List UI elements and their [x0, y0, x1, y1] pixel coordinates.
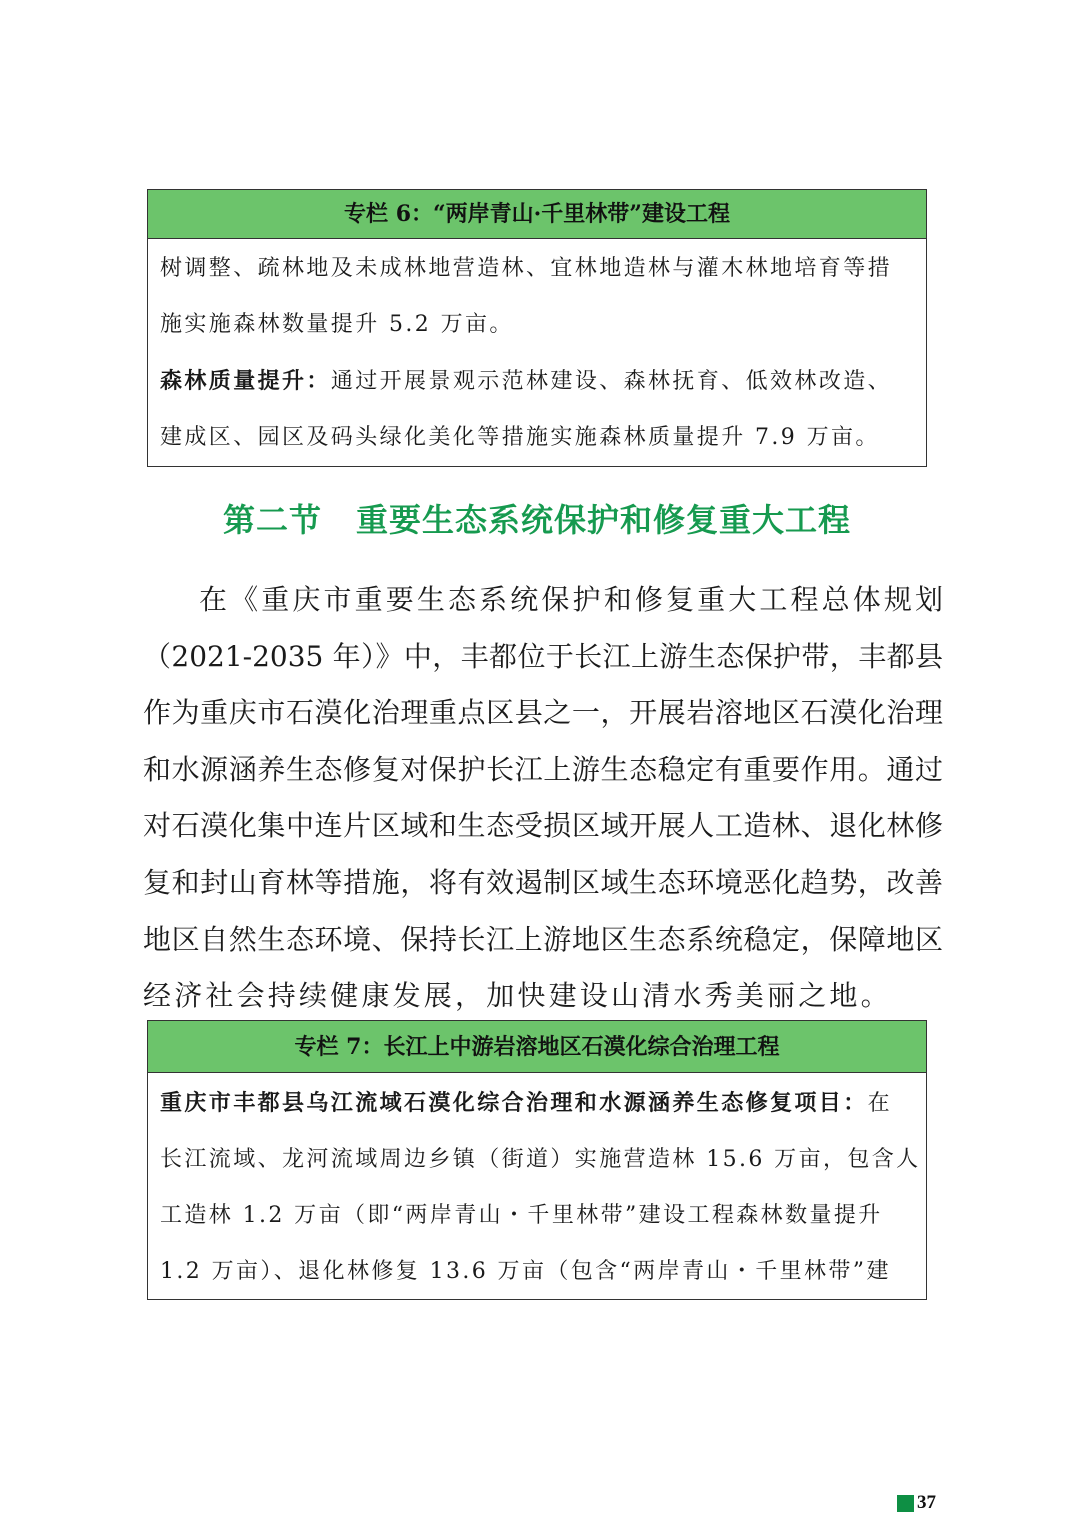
section-title: 重要生态系统保护和修复重大工程	[356, 501, 852, 539]
column-box-7	[147, 1020, 927, 1300]
box7-project-lead: 重庆市丰都县乌江流域石漠化综合治理和水源涵养生态修复项目：	[160, 1090, 868, 1116]
box7-project-line-1	[160, 1075, 914, 1132]
box6-quality-lead: 森林质量提升：	[160, 368, 331, 394]
paragraph-line: 对石漠化集中连片区域和生态受损区域开展人工造林、退化林修	[143, 809, 943, 843]
column-box-7-body	[148, 1073, 926, 1300]
box6-line-2: 施实施森林数量提升 5.2 万亩。	[160, 312, 514, 337]
box7-line-4: 1.2 万亩）、退化林修复 13.6 万亩（包含“两岸青山・千里林带”建	[160, 1259, 891, 1284]
box7-line-2: 长江流域、龙河流域周边乡镇（街道）实施营造林 15.6 万亩，包含人	[160, 1147, 921, 1172]
page-footer	[897, 1492, 936, 1514]
page-marker-square-icon	[897, 1495, 914, 1512]
box7-line-3: 工造林 1.2 万亩（即“两岸青山・千里林带”建设工程森林数量提升	[160, 1203, 883, 1228]
section-number: 第二节	[222, 501, 322, 539]
box6-quality-line-1	[160, 353, 914, 410]
paragraph-line: 复和封山育林等措施，将有效遏制区域生态环境恶化趋势，改善	[143, 865, 943, 899]
paragraph-line: 地区自然生态环境、保持长江上游地区生态系统稳定，保障地区	[143, 922, 943, 956]
box6-quality-line-2: 建成区、园区及码头绿化美化等措施实施森林质量提升 7.9 万亩。	[160, 425, 880, 450]
body-paragraph	[143, 572, 943, 1025]
column-box-6-title: 专栏 6：“两岸青山·千里林带”建设工程	[148, 190, 926, 239]
paragraph-line: 作为重庆市石漠化治理重点区县之一，开展岩溶地区石漠化治理	[143, 696, 943, 730]
box7-project-text: 在	[867, 1091, 893, 1116]
column-box-6-body	[148, 239, 926, 466]
box6-quality-text: 通过开展景观示范林建设、森林抚育、低效林改造、	[330, 369, 893, 394]
column-box-7-title: 专栏 7：长江上中游岩溶地区石漠化综合治理工程	[148, 1021, 926, 1073]
paragraph-line: 在《重庆市重要生态系统保护和修复重大工程总体规划	[199, 583, 943, 616]
paragraph-line: 经济社会持续健康发展，加快建设山清水秀美丽之地。	[143, 979, 892, 1013]
column-box-6	[147, 189, 927, 467]
paragraph-line: 和水源涵养生态修复对保护长江上游生态稳定有重要作用。通过	[143, 752, 943, 786]
page-number: 37	[917, 1492, 936, 1513]
section-heading	[0, 492, 1074, 548]
box6-line-1: 树调整、疏林地及未成林地营造林、宜林地造林与灌木林地培育等措	[160, 256, 893, 281]
paragraph-line: （2021-2035 年）》中，丰都位于长江上游生态保护带，丰都县	[143, 639, 943, 673]
